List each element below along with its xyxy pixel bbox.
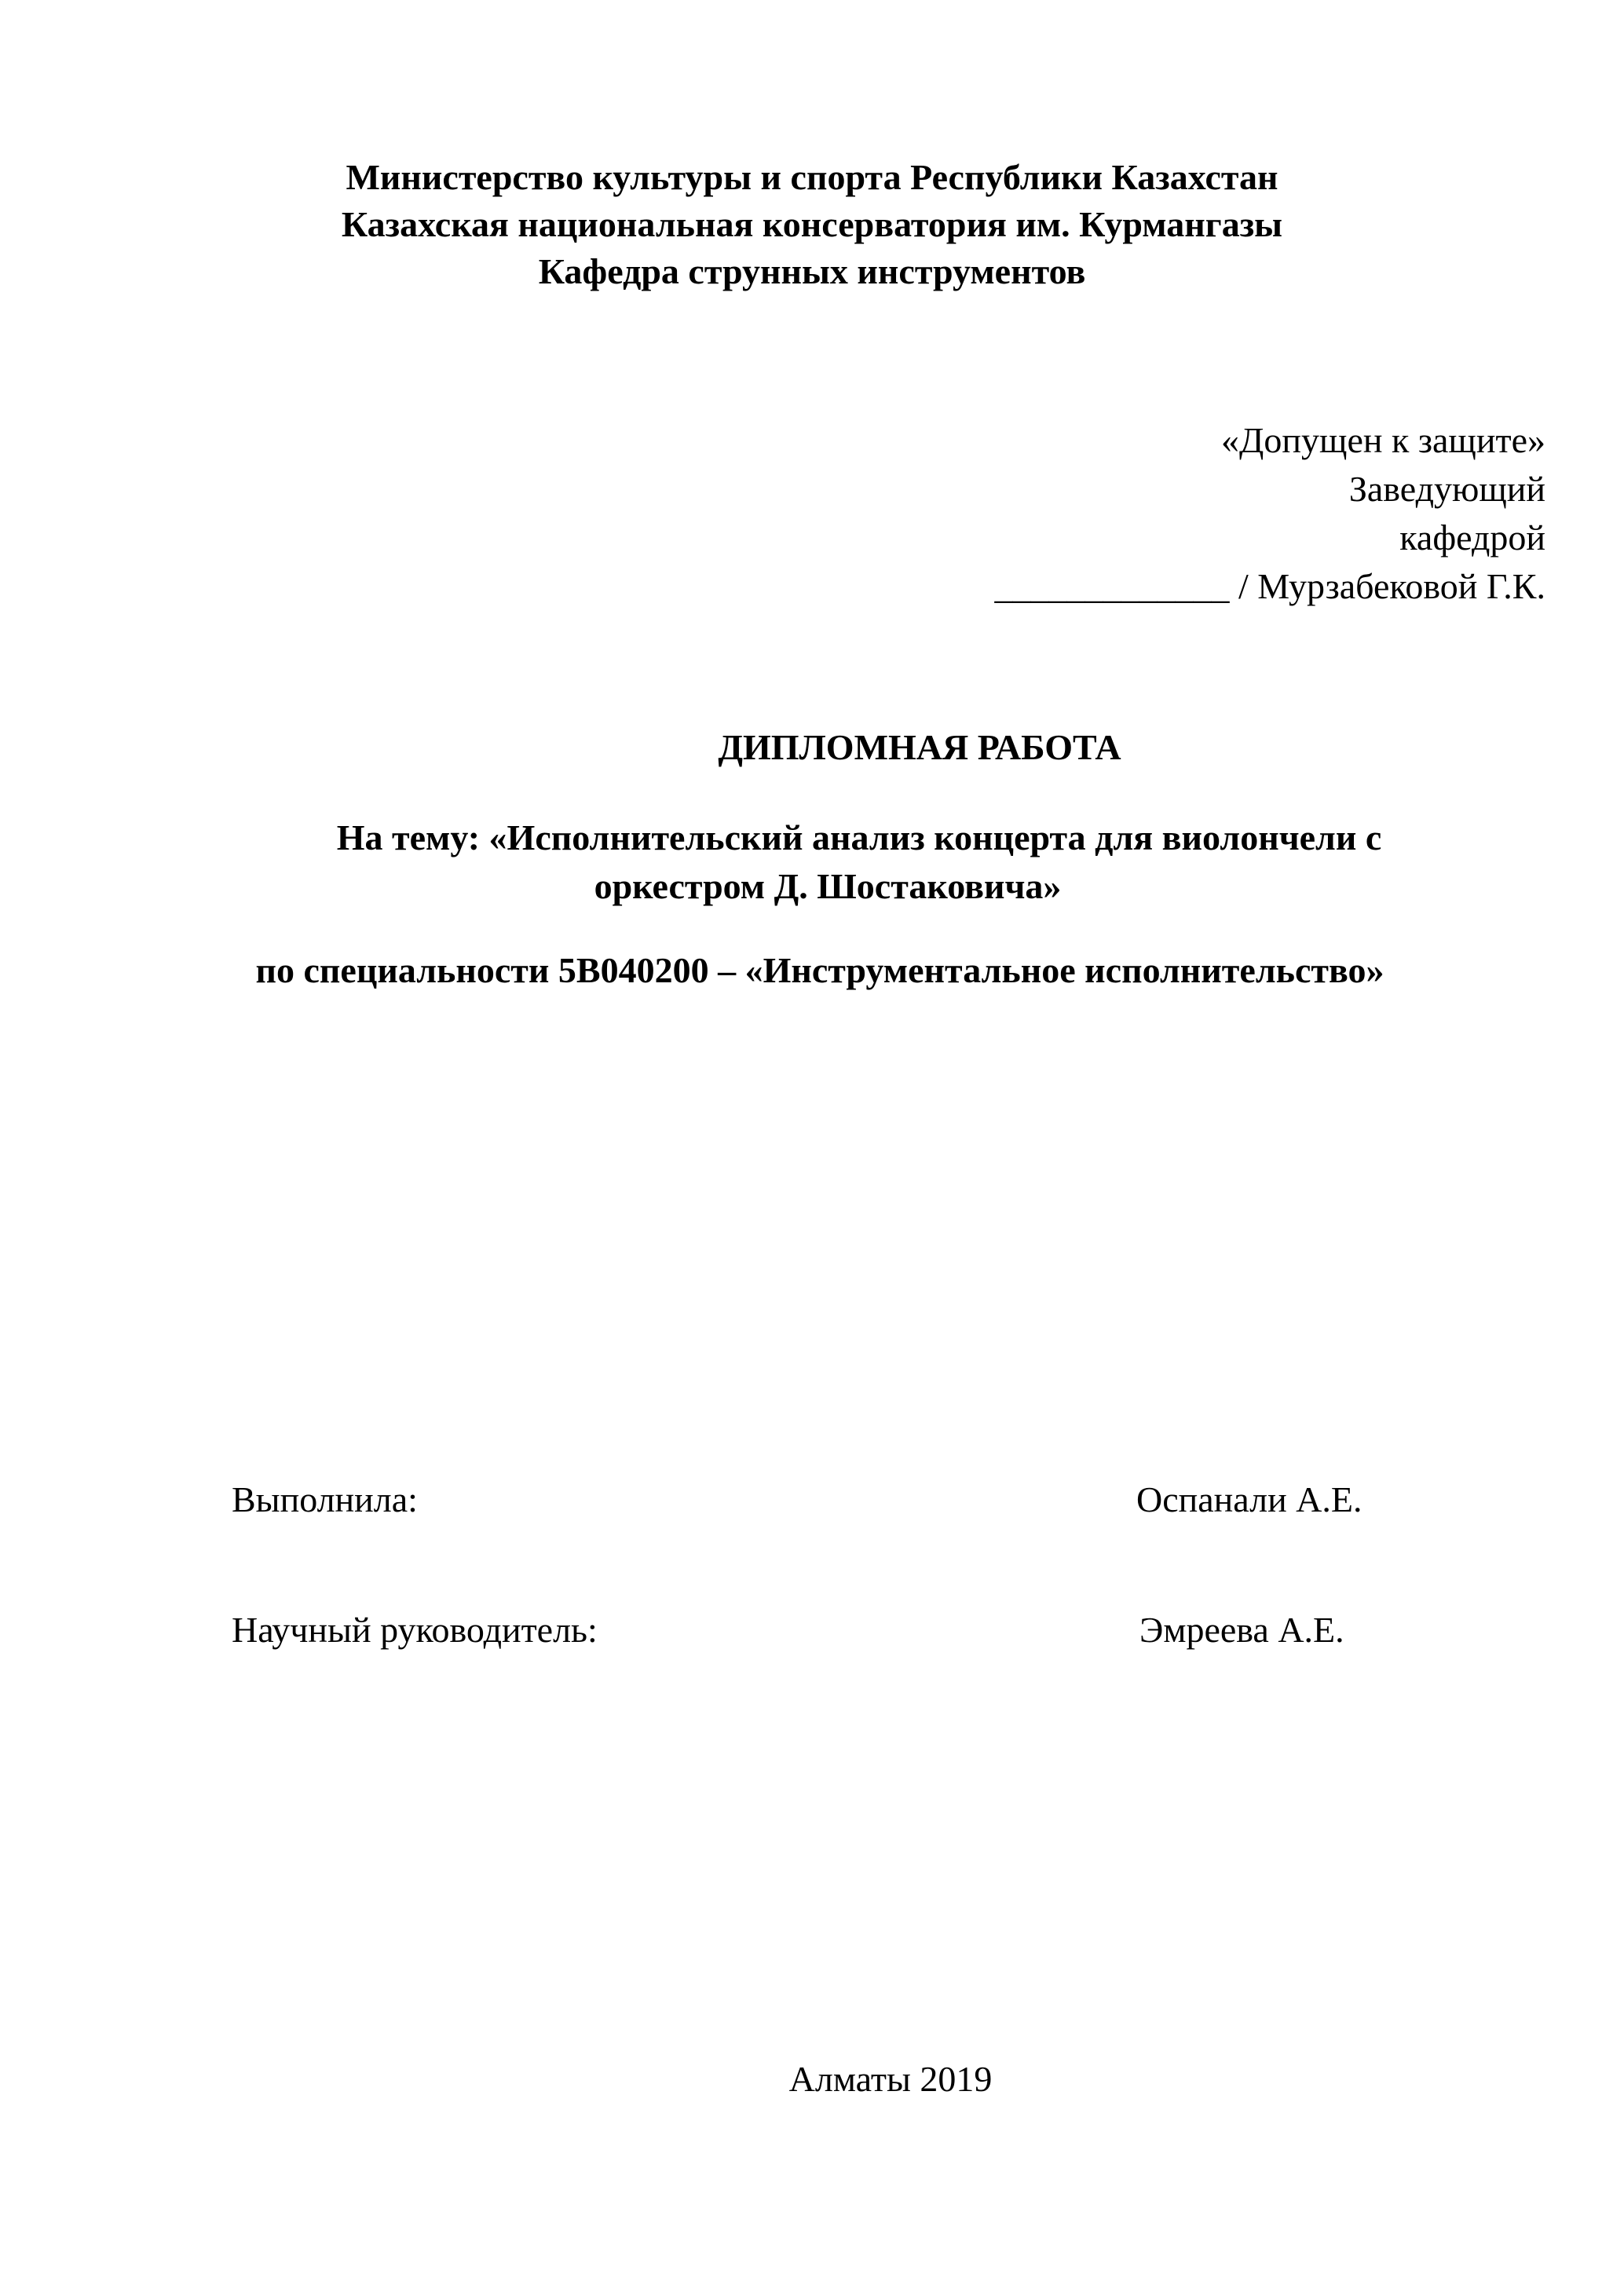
specialty: по специальности 5В040200 – «Инструментальное исполнительство» (255, 950, 1384, 990)
city-year: Алматы 2019 (788, 2059, 993, 2099)
supervisor-role: Научный руководитель: (232, 1610, 598, 1650)
institution-header (0, 154, 1624, 295)
performer-name: Оспанали А.Е. (1136, 1479, 1362, 1519)
head-title-line2: кафедрой (1399, 517, 1545, 558)
head-signature-line: _____________ / Мурзабековой Г.К. (994, 566, 1545, 606)
supervisor-name: Эмреева А.Е. (1139, 1610, 1344, 1650)
head-title-line1: Заведующий (1348, 469, 1545, 509)
topic-line-2: оркестром Д. Шостаковича» (594, 866, 1062, 906)
approval-block (994, 416, 1545, 611)
admitted-to-defense: «Допущен к защите» (1221, 420, 1545, 460)
thesis-topic (0, 813, 1624, 911)
department-name: Кафедра струнных инструментов (538, 251, 1086, 291)
topic-line-1: На тему: «Исполнительский анализ концерта для виолончели с (336, 817, 1382, 857)
performer-role: Выполнила: (232, 1479, 418, 1519)
ministry-name: Министерство культуры и спорта Республики Казахстан (346, 157, 1278, 197)
document-type: ДИПЛОМНАЯ РАБОТА (718, 727, 1121, 767)
institution-name: Казахская национальная консерватория им. Курмангазы (341, 204, 1283, 244)
